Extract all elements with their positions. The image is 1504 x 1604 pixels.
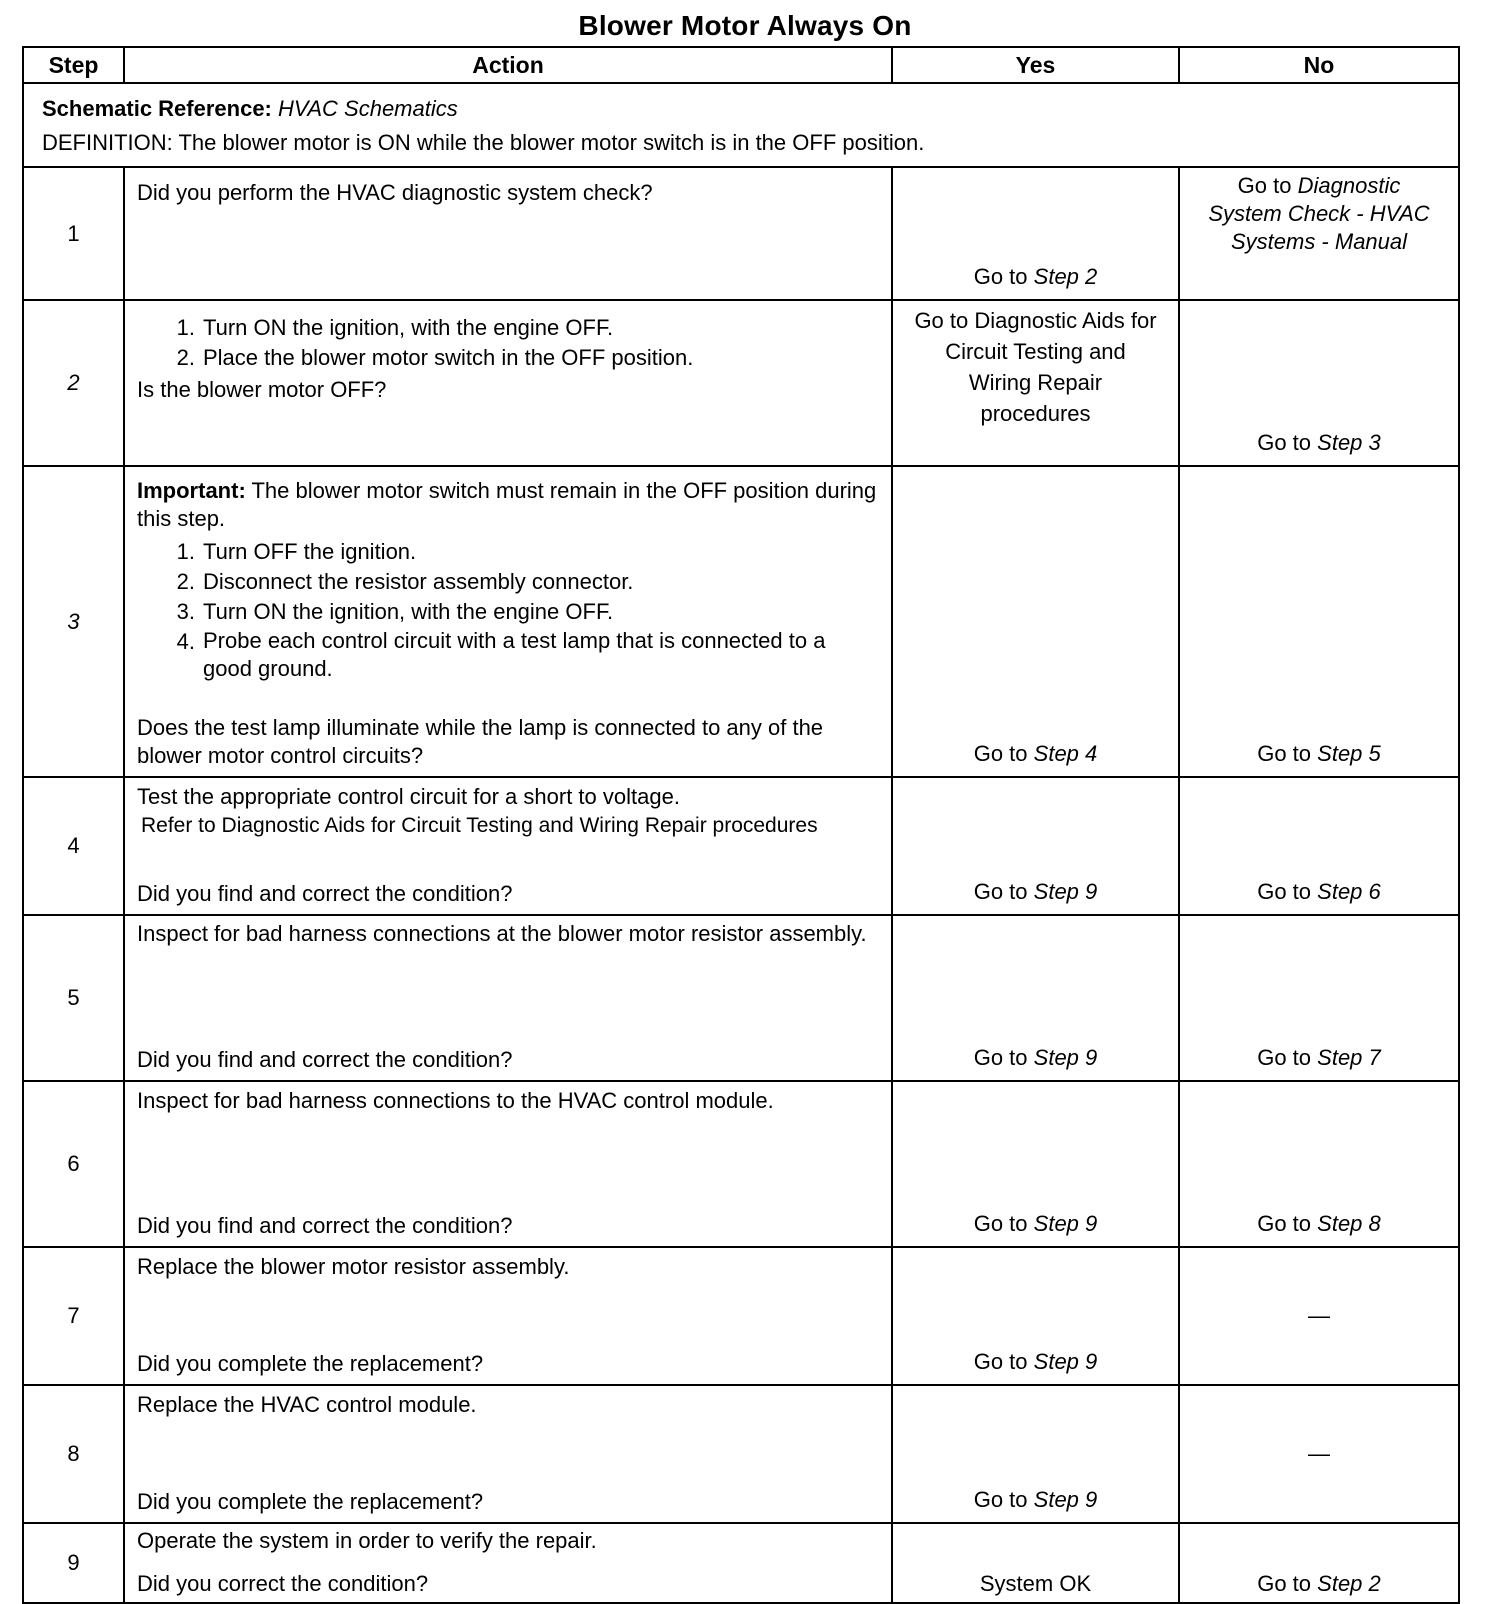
header-no: No <box>1179 47 1459 83</box>
yes-cell <box>892 167 1179 300</box>
no-prefix: Go to <box>1257 1045 1312 1070</box>
action-cell <box>124 1247 892 1385</box>
no-cell <box>1179 466 1459 777</box>
action-cell <box>124 777 892 915</box>
no-step-link[interactable]: Step 8 <box>1317 1211 1381 1236</box>
step-number: 9 <box>23 1523 124 1603</box>
yes-cell <box>892 915 1179 1081</box>
reference-row <box>23 83 1459 167</box>
list-item: 2. Disconnect the resistor assembly connector. <box>176 569 634 594</box>
step-number: 6 <box>23 1081 124 1247</box>
step-number: 5 <box>23 915 124 1081</box>
definition-text: DEFINITION: The blower motor is ON while the blower motor switch is in the OFF position. <box>42 130 925 155</box>
no-prefix: Go to <box>1257 879 1312 904</box>
step-number: 1 <box>23 167 124 300</box>
yes-step-link[interactable]: Step 9 <box>1033 879 1098 904</box>
yes-prefix: Go to <box>973 1349 1028 1374</box>
step-number: 2 <box>23 300 124 466</box>
yes-prefix: Go to <box>973 1211 1028 1236</box>
yes-step-link[interactable]: Step 9 <box>1033 1045 1098 1070</box>
list-item: 3. Turn ON the ignition, with the engine OFF. <box>176 599 614 624</box>
question-text: Did you find and correct the condition? <box>137 1047 513 1072</box>
yes-step-link[interactable]: Step 9 <box>1033 1211 1098 1236</box>
question-text: Did you find and correct the condition? <box>137 881 513 906</box>
yes-prefix: Go to <box>973 1487 1028 1512</box>
diagnostic-aids-reference[interactable]: Refer to Diagnostic Aids for Circuit Testing and Wiring Repair procedures <box>141 814 818 837</box>
schematic-reference-link[interactable]: HVAC Schematics <box>278 96 458 121</box>
no-cell <box>1179 1081 1459 1247</box>
yes-cell <box>892 300 1179 466</box>
no-cell <box>1179 300 1459 466</box>
action-text: Replace the HVAC control module. <box>137 1392 477 1417</box>
action-cell <box>124 1523 892 1603</box>
step-number: 4 <box>23 777 124 915</box>
action-cell <box>124 915 892 1081</box>
yes-cell <box>892 777 1179 915</box>
action-text: Replace the blower motor resistor assembly. <box>137 1254 570 1279</box>
question-text: Did you correct the condition? <box>137 1571 429 1596</box>
action-list <box>137 313 879 373</box>
step-number: 3 <box>23 466 124 777</box>
no-prefix: Go to <box>1257 1211 1312 1236</box>
yes-prefix: Go to <box>973 264 1028 289</box>
no-prefix: Go to <box>1257 430 1312 455</box>
yes-cell <box>892 466 1179 777</box>
no-prefix: Go to <box>1237 173 1292 198</box>
page-title: Blower Motor Always On <box>578 10 912 41</box>
no-dash: — <box>1308 1303 1330 1328</box>
action-cell <box>124 1385 892 1523</box>
yes-step-link[interactable]: Step 4 <box>1033 741 1098 766</box>
no-prefix: Go to <box>1257 1571 1312 1596</box>
action-cell <box>124 1081 892 1247</box>
important-label: Important: <box>137 478 246 503</box>
yes-cell <box>892 1523 1179 1603</box>
table-row <box>23 1523 1459 1603</box>
yes-step-link[interactable]: Step 2 <box>1033 264 1098 289</box>
table-row <box>23 300 1459 466</box>
reference-cell <box>23 83 1459 167</box>
header-action: Action <box>124 47 892 83</box>
no-link-line-1: Diagnostic <box>1297 173 1401 198</box>
system-ok-text: System OK <box>979 1571 1092 1596</box>
question-text: Did you complete the replacement? <box>137 1489 484 1514</box>
header-step: Step <box>23 47 124 83</box>
action-text: Did you perform the HVAC diagnostic system check? <box>137 180 653 205</box>
step-number: 7 <box>23 1247 124 1385</box>
question-text: Did you complete the replacement? <box>137 1351 484 1376</box>
schematic-reference-label: Schematic Reference: <box>42 96 272 121</box>
list-item: 1. Turn ON the ignition, with the engine OFF. <box>176 315 614 340</box>
table-row <box>23 1247 1459 1385</box>
action-text: Test the appropriate control circuit for a short to voltage. <box>137 784 680 809</box>
action-text: Operate the system in order to verify the repair. <box>137 1528 597 1553</box>
yes-step-link[interactable]: Step 9 <box>1033 1349 1098 1374</box>
important-note <box>137 477 879 533</box>
table-row <box>23 777 1459 915</box>
table-row <box>23 1385 1459 1523</box>
yes-prefix: Go to <box>973 741 1028 766</box>
yes-cell <box>892 1247 1179 1385</box>
no-step-link[interactable]: Step 7 <box>1317 1045 1381 1070</box>
no-cell <box>1179 1247 1459 1385</box>
action-list <box>137 537 879 683</box>
table-row <box>23 466 1459 777</box>
table-row <box>23 1081 1459 1247</box>
question-text: Does the test lamp illuminate while the lamp is connected to any of the blower motor control circuits? <box>137 715 824 768</box>
yes-step-link[interactable]: Step 9 <box>1033 1487 1098 1512</box>
list-item: 4. Probe each control circuit with a test lamp that is connected to a good ground. <box>176 628 826 681</box>
no-cell <box>1179 777 1459 915</box>
header-yes: Yes <box>892 47 1179 83</box>
question-text: Is the blower motor OFF? <box>137 377 387 402</box>
no-prefix: Go to <box>1257 741 1312 766</box>
no-cell <box>1179 1385 1459 1523</box>
no-step-link[interactable]: Step 3 <box>1317 430 1381 455</box>
yes-prefix: Go to <box>973 879 1028 904</box>
action-text: Inspect for bad harness connections to the HVAC control module. <box>137 1088 774 1113</box>
no-cell <box>1179 915 1459 1081</box>
no-dash: — <box>1308 1441 1330 1466</box>
yes-cell <box>892 1081 1179 1247</box>
yes-prefix: Go to <box>973 1045 1028 1070</box>
no-step-link[interactable]: Step 5 <box>1317 741 1381 766</box>
step-number: 8 <box>23 1385 124 1523</box>
no-step-link[interactable]: Step 6 <box>1317 879 1381 904</box>
list-item: 1. Turn OFF the ignition. <box>176 539 417 564</box>
list-item: 2. Place the blower motor switch in the OFF position. <box>176 345 694 370</box>
table-row <box>23 915 1459 1081</box>
diagnostic-table <box>22 46 1460 1604</box>
no-link-line-3: Systems - Manual <box>1230 229 1408 254</box>
action-cell <box>124 167 892 300</box>
no-cell <box>1179 1523 1459 1603</box>
important-text: The blower motor switch must remain in the OFF position during this step. <box>137 478 877 531</box>
action-cell <box>124 466 892 777</box>
diagnostic-aids-link[interactable]: Go to Diagnostic Aids for Circuit Testing and Wiring Repair procedures <box>914 308 1157 426</box>
action-text: Inspect for bad harness connections at the blower motor resistor assembly. <box>137 921 867 946</box>
no-link-block[interactable] <box>1180 172 1458 256</box>
no-step-link[interactable]: Step 2 <box>1317 1571 1381 1596</box>
action-cell <box>124 300 892 466</box>
no-cell <box>1179 167 1459 300</box>
question-text: Did you find and correct the condition? <box>137 1213 513 1238</box>
no-link-line-2: System Check - HVAC <box>1208 201 1430 226</box>
table-row <box>23 167 1459 300</box>
yes-cell <box>892 1385 1179 1523</box>
header-row <box>23 47 1459 83</box>
